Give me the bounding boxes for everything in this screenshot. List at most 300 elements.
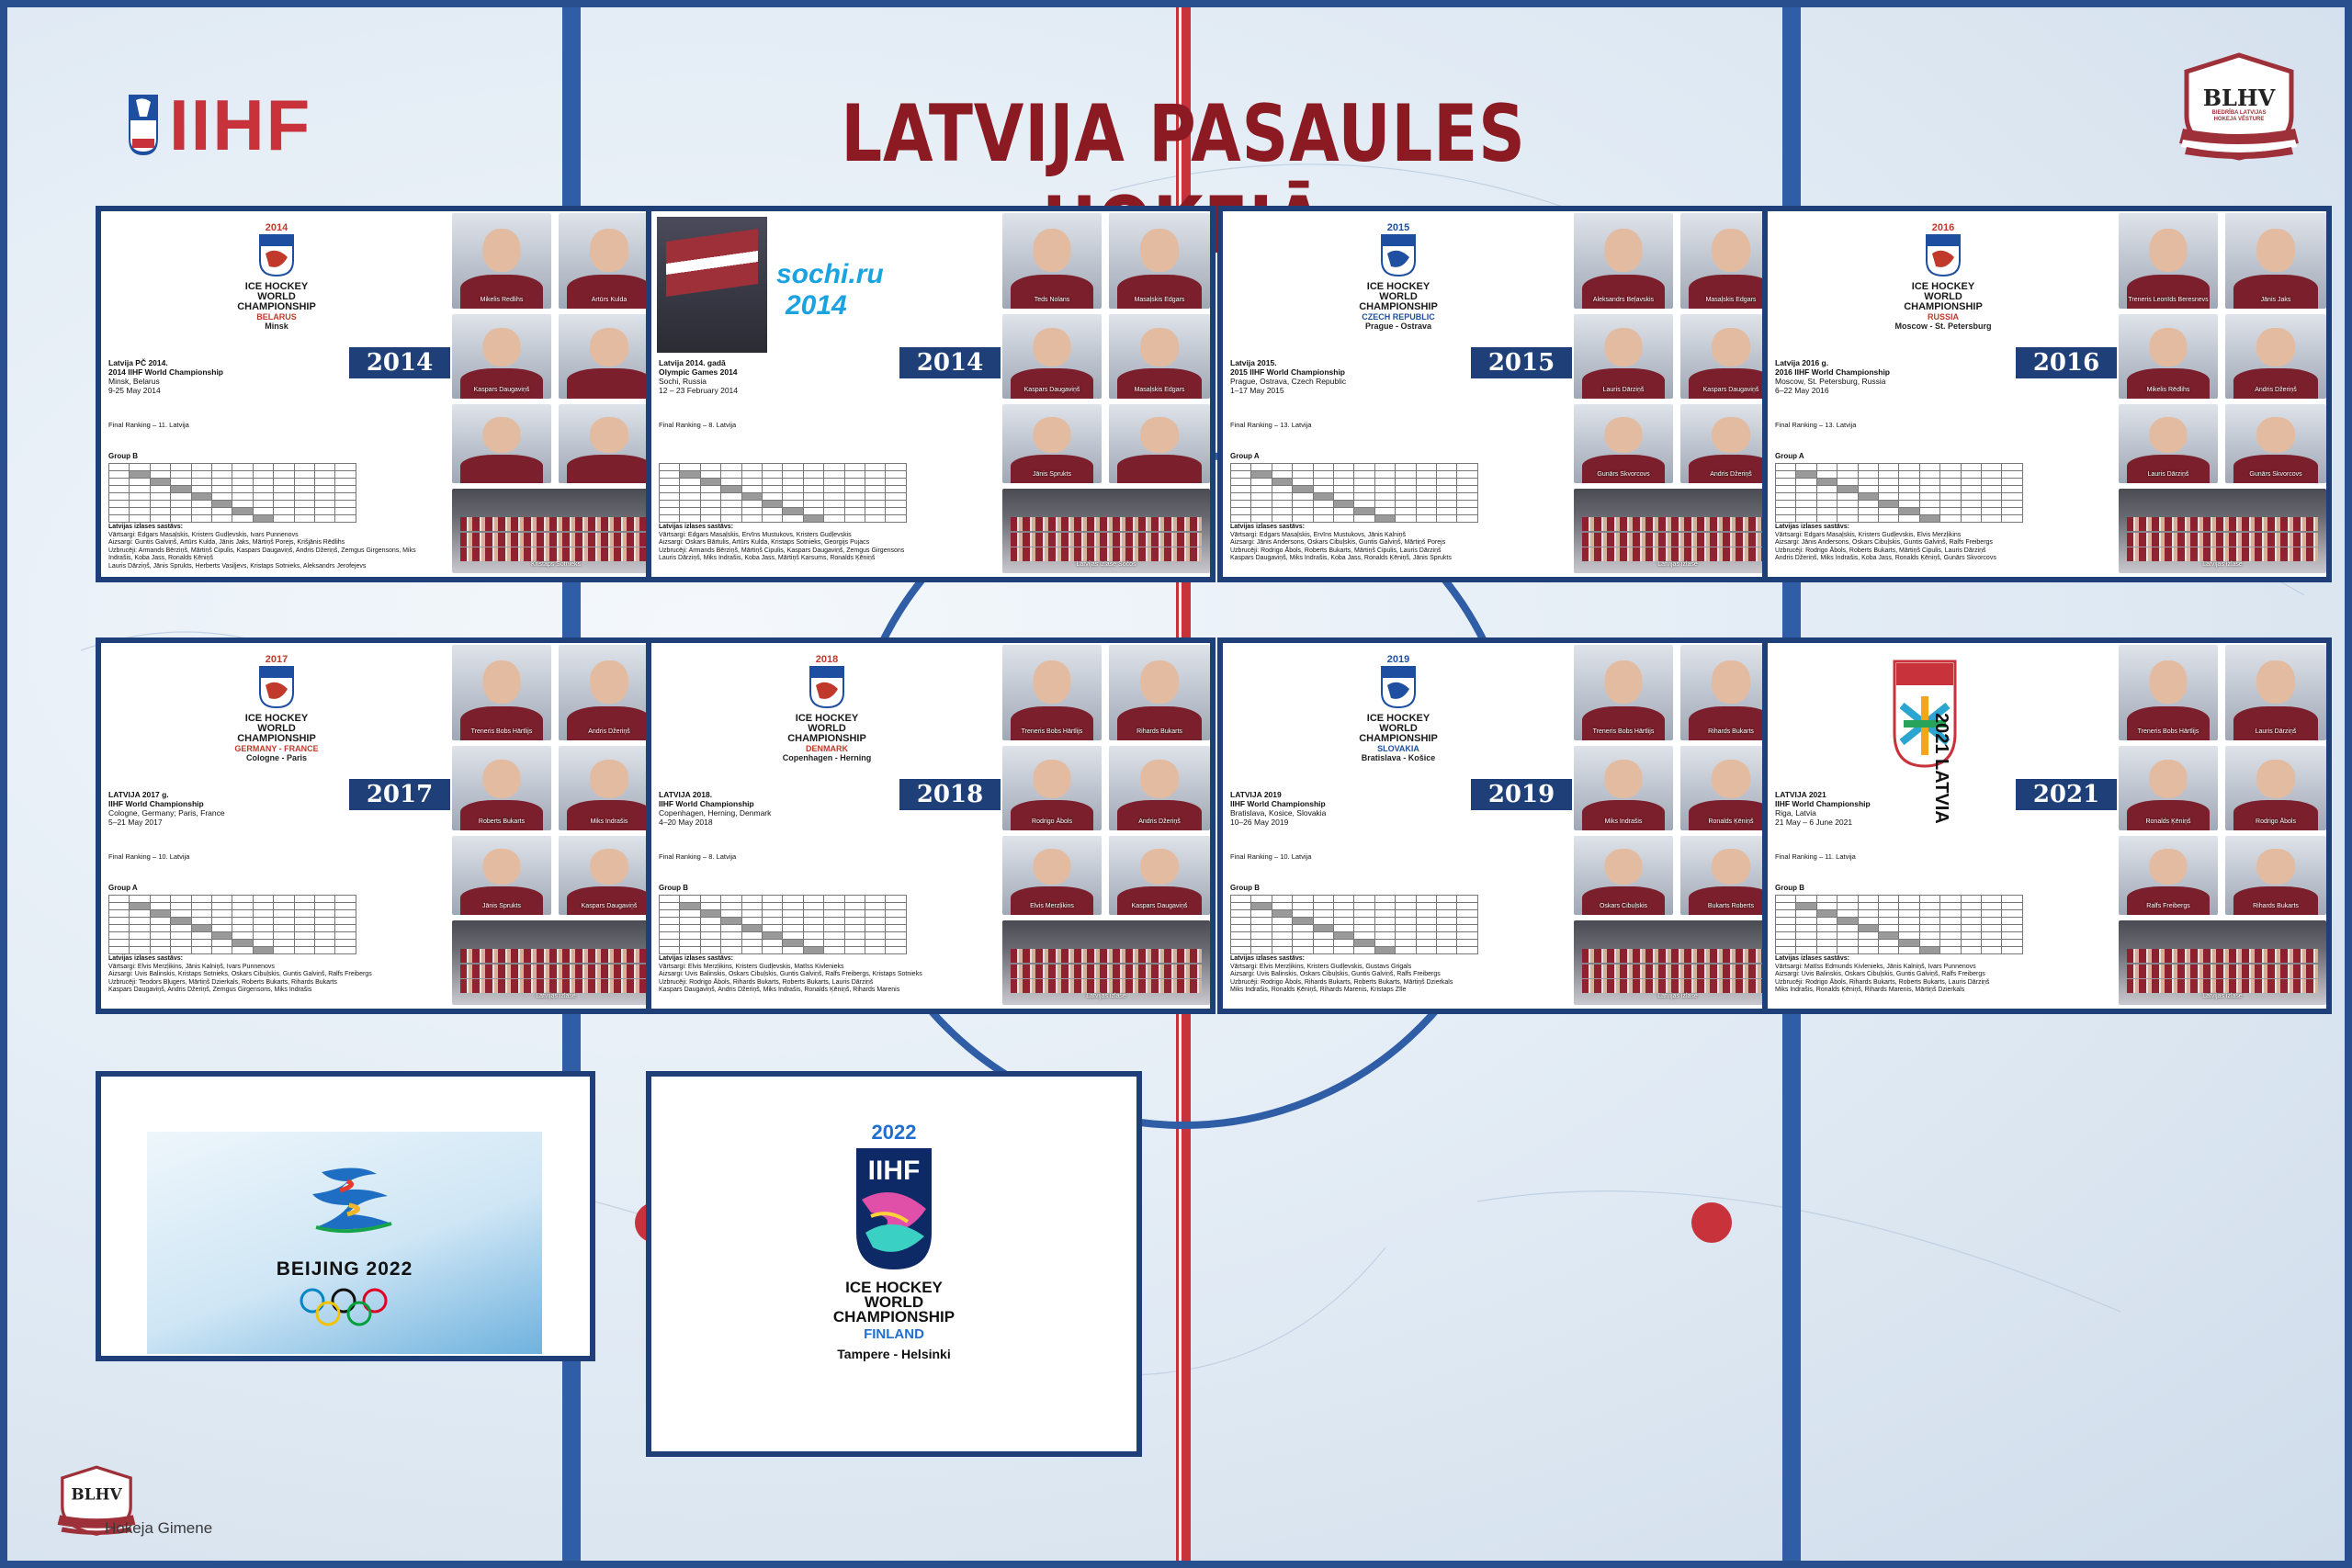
standings-cell — [1982, 918, 2002, 925]
standings-cell — [1313, 471, 1333, 479]
player-caption: Jānis Sprukts — [481, 903, 522, 909]
standings-cell — [294, 486, 314, 493]
standings-cell — [1961, 896, 1981, 903]
standings-cell — [109, 508, 130, 515]
standings-cell — [1354, 479, 1374, 486]
standings-cell — [232, 508, 253, 515]
standings-cell — [1919, 918, 1939, 925]
season-panel-3 — [1217, 206, 1787, 582]
beijing-text: BEIJING 2022 — [276, 1258, 413, 1280]
event-info — [659, 358, 888, 395]
player-face — [1033, 328, 1070, 367]
standings-cell — [1816, 501, 1837, 508]
standings-row — [109, 910, 356, 918]
standings-cell — [1858, 515, 1878, 523]
standings-cell — [1457, 940, 1478, 947]
standings-cell — [109, 896, 130, 903]
standings-cell — [1416, 515, 1436, 523]
standings-cell — [844, 896, 865, 903]
player-jersey — [1011, 706, 1094, 740]
standings-cell — [1816, 515, 1837, 523]
standings-cell — [1293, 903, 1313, 910]
standings-cell — [1899, 896, 1919, 903]
standings-cell — [1231, 471, 1251, 479]
standings-cell — [1940, 918, 1961, 925]
standings-cell — [680, 486, 700, 493]
player-face — [590, 660, 628, 705]
player-caption: Rodrigo Ābols — [1032, 818, 1072, 825]
standings-cell — [274, 947, 294, 954]
team-photo — [2119, 489, 2326, 573]
blhv-logo — [2176, 51, 2302, 162]
standings-cell — [886, 486, 907, 493]
standings-cell — [1334, 508, 1354, 515]
standings-cell — [232, 932, 253, 940]
standings-cell — [1313, 508, 1333, 515]
standings-cell — [315, 925, 335, 932]
sochi-logo-top: sochi.ru — [776, 259, 884, 289]
player-photo — [1109, 836, 1210, 915]
team-photo-caption: Kristaps Sotnieks — [530, 561, 582, 568]
standings-cell — [1437, 896, 1457, 903]
event-info — [1775, 790, 2005, 827]
standings-cell — [274, 486, 294, 493]
standings-cell — [1879, 471, 1899, 479]
standings-cell — [232, 947, 253, 954]
standings-cell — [191, 515, 211, 523]
standings-cell — [171, 479, 191, 486]
event-info-line: Bratislava, Kosice, Slovakia — [1230, 808, 1327, 818]
standings-cell — [1334, 940, 1354, 947]
standings-cell — [1437, 464, 1457, 471]
standings-cell — [171, 925, 191, 932]
standings-cell — [865, 471, 886, 479]
standings-cell — [294, 515, 314, 523]
roster-line: Aizsargi: Guntis Galviņš, Artūrs Kulda, Jānis Jaks, Mārtiņš Porejs, Krišjānis Rēdlihs — [108, 539, 345, 546]
standings-cell — [1374, 910, 1395, 918]
standings-cell — [315, 479, 335, 486]
standings-cell — [1776, 508, 1796, 515]
team-row — [1011, 964, 1202, 978]
player-jersey — [2127, 886, 2211, 915]
standings-cell — [721, 493, 741, 501]
standings-cell — [1961, 464, 1981, 471]
standings-cell — [1796, 479, 1816, 486]
standings-cell — [1396, 501, 1416, 508]
standings-cell — [1919, 903, 1939, 910]
standings-cell — [171, 515, 191, 523]
standings-cell — [274, 903, 294, 910]
standings-cell — [1940, 947, 1961, 954]
standings-cell — [660, 947, 680, 954]
standings-cell — [130, 910, 150, 918]
player-face — [1033, 417, 1070, 454]
event-info-line: IIHF World Championship — [1230, 799, 1326, 808]
standings-cell — [803, 479, 823, 486]
standings-cell — [1374, 932, 1395, 940]
standings-cell — [783, 486, 803, 493]
standings-cell — [700, 479, 720, 486]
year-tab: 2014 — [349, 347, 450, 378]
player-face — [2149, 660, 2187, 705]
standings-cell — [660, 910, 680, 918]
standings-cell — [763, 464, 783, 471]
player-face — [1140, 417, 1179, 454]
event-info-line: LATVIJA 2018. — [659, 790, 713, 799]
standings-cell — [1354, 464, 1374, 471]
roster-line: Aizsargi: Oskars Bārtulis, Artūrs Kulda, Kristaps Sotnieks, Georgijs Pujacs — [659, 539, 870, 546]
standings-cell — [1231, 508, 1251, 515]
standings-row — [660, 515, 907, 523]
event-info-line: Minsk, Belarus — [108, 377, 160, 386]
standings-cell — [1838, 910, 1858, 918]
player-face — [2256, 760, 2295, 798]
event-info-line: LATVIJA 2021 — [1775, 790, 1826, 799]
standings-cell — [1251, 910, 1272, 918]
standings-cell — [294, 896, 314, 903]
standings-cell — [150, 903, 170, 910]
standings-cell — [1899, 940, 1919, 947]
standings-cell — [1838, 493, 1858, 501]
standings-cell — [1231, 947, 1251, 954]
standings-cell — [1313, 932, 1333, 940]
standings-cell — [335, 903, 356, 910]
player-jersey — [1689, 368, 1773, 399]
standings-cell — [1313, 515, 1333, 523]
player-photo — [559, 645, 660, 740]
standings-cell — [803, 515, 823, 523]
standings-cell — [865, 903, 886, 910]
standings-cell — [109, 486, 130, 493]
standings-row — [109, 918, 356, 925]
standings-cell — [1437, 932, 1457, 940]
standings-row — [660, 947, 907, 954]
standings-cell — [803, 471, 823, 479]
player-photo — [1002, 213, 1102, 309]
standings-cell — [232, 501, 253, 508]
player-caption: Lauris Dārziņš — [1602, 387, 1645, 393]
standings-cell — [783, 464, 803, 471]
standings-cell — [1437, 910, 1457, 918]
standings-cell — [1416, 508, 1436, 515]
player-caption: Kaspars Daugaviņš — [473, 387, 530, 393]
event-info-line: 4–20 May 2018 — [659, 818, 713, 827]
standings-cell — [1982, 464, 2002, 471]
player-jersey — [2127, 800, 2211, 830]
standings-cell — [1437, 508, 1457, 515]
roster-line: Vārtsargi: Edgars Masaļskis, Ervīns Mustukovs, Jānis Kalniņš — [1230, 531, 1407, 538]
player-jersey — [460, 706, 544, 740]
standings-cell — [1457, 464, 1478, 471]
standings-cell — [1416, 925, 1436, 932]
standings-cell — [274, 501, 294, 508]
iihf-event-shield-icon — [1925, 233, 1962, 277]
standings-cell — [721, 501, 741, 508]
player-face — [1604, 660, 1642, 705]
standings-cell — [1899, 903, 1919, 910]
roster-line: Uzbrucēji: Rodrigo Ābols, Roberts Bukarts, Mārtiņš Cipulis, Lauris Dārziņš — [1775, 547, 1986, 554]
standings-cell — [1879, 932, 1899, 940]
standings-cell — [2002, 493, 2023, 501]
standings-cell — [763, 903, 783, 910]
standings-cell — [1437, 947, 1457, 954]
standings-cell — [232, 910, 253, 918]
standings-cell — [212, 493, 232, 501]
standings-cell — [1899, 918, 1919, 925]
standings-cell — [1776, 464, 1796, 471]
standings-cell — [1899, 486, 1919, 493]
standings-cell — [721, 508, 741, 515]
standings-cell — [1940, 471, 1961, 479]
standings-cell — [1396, 925, 1416, 932]
player-caption: Masaļskis Edgars — [1705, 297, 1757, 303]
team-row — [2127, 547, 2318, 561]
standings-cell — [274, 940, 294, 947]
standings-row — [109, 932, 356, 940]
standings-cell — [763, 925, 783, 932]
year-tab: 2017 — [349, 779, 450, 810]
standings-row — [660, 940, 907, 947]
standings-cell — [721, 932, 741, 940]
standings-cell — [763, 896, 783, 903]
player-jersey — [2233, 800, 2318, 830]
iihf-event-shield-icon — [1380, 233, 1417, 277]
player-face — [2149, 760, 2187, 798]
player-jersey — [460, 275, 544, 309]
standings-row — [660, 918, 907, 925]
standings-cell — [212, 479, 232, 486]
player-caption: Elvis Merzļikins — [1030, 903, 1074, 909]
standings-cell — [2002, 910, 2023, 918]
standings-cell — [865, 918, 886, 925]
standings-row — [109, 486, 356, 493]
standings-cell — [1354, 903, 1374, 910]
standings-cell — [274, 515, 294, 523]
standings-cell — [680, 918, 700, 925]
standings-cell — [680, 493, 700, 501]
player-photo — [559, 314, 660, 399]
standings-cell — [1961, 918, 1981, 925]
blhv-subtitle: BIEDRĪBA LATVIJAS HOKEJA VĒSTURE — [2211, 110, 2267, 122]
group-label: Group B — [1230, 884, 1260, 892]
standings-row — [1776, 471, 2023, 479]
standings-cell — [1919, 947, 1939, 954]
player-face — [482, 229, 520, 273]
final-ranking: Final Ranking – 11. Latvija — [108, 421, 189, 429]
player-caption: Mikelis Redlihs — [480, 297, 524, 303]
team-photo — [1002, 920, 1210, 1005]
player-photo — [1109, 404, 1210, 483]
standings-cell — [315, 515, 335, 523]
event-info-line: LATVIJA 2017 g. — [108, 790, 169, 799]
standings-row — [109, 493, 356, 501]
standings-cell — [1940, 940, 1961, 947]
finland-title — [651, 1280, 1136, 1325]
player-face — [2256, 328, 2295, 367]
standings-cell — [1334, 932, 1354, 940]
standings-cell — [130, 486, 150, 493]
standings-cell — [1293, 471, 1313, 479]
event-logo-city: Prague - Ostrava — [1364, 321, 1432, 331]
event-logo-country: SLOVAKIA — [1377, 744, 1419, 753]
standings-cell — [1858, 508, 1878, 515]
standings-cell — [294, 903, 314, 910]
standings-cell — [1961, 501, 1981, 508]
standings-cell — [1816, 471, 1837, 479]
standings-cell — [294, 947, 314, 954]
standings-cell — [130, 947, 150, 954]
standings-cell — [1313, 896, 1333, 903]
standings-cell — [844, 493, 865, 501]
team-photo — [1002, 489, 1210, 573]
standings-cell — [232, 903, 253, 910]
standings-cell — [1354, 501, 1374, 508]
standings-cell — [1293, 501, 1313, 508]
standings-cell — [1858, 910, 1878, 918]
standings-cell — [1293, 508, 1313, 515]
event-info-line: 6–22 May 2016 — [1775, 386, 1829, 395]
standings-cell — [1796, 896, 1816, 903]
standings-cell — [1437, 918, 1457, 925]
standings-cell — [803, 903, 823, 910]
standings-cell — [1838, 896, 1858, 903]
team-photo — [452, 920, 660, 1005]
standings-cell — [660, 515, 680, 523]
standings-cell — [700, 903, 720, 910]
standings-row — [660, 501, 907, 508]
standings-cell — [1776, 918, 1796, 925]
standings-cell — [1961, 515, 1981, 523]
standings-cell — [1457, 910, 1478, 918]
standings-cell — [315, 471, 335, 479]
roster-heading: Latvijas izlases sastāvs: — [1230, 955, 1305, 962]
event-info-line: IIHF World Championship — [1775, 799, 1871, 808]
standings-cell — [1816, 947, 1837, 954]
standings-cell — [1251, 932, 1272, 940]
team-row — [2127, 533, 2318, 547]
standings-cell — [824, 932, 844, 940]
event-logo-title: ICE HOCKEY WORLD CHAMPIONSHIP — [1359, 713, 1438, 744]
player-jersey — [1117, 706, 1202, 740]
player-photo — [2119, 213, 2218, 309]
standings-cell — [253, 515, 273, 523]
standings-cell — [1879, 947, 1899, 954]
player-jersey — [460, 886, 544, 915]
standings-cell — [109, 940, 130, 947]
player-caption: Gunārs Skvorcovs — [2249, 471, 2302, 478]
player-face — [2256, 417, 2295, 454]
team-row — [2127, 517, 2318, 531]
standings-cell — [1293, 932, 1313, 940]
player-jersey — [2127, 455, 2211, 483]
player-photo — [559, 746, 660, 830]
standings-cell — [1858, 486, 1878, 493]
team-row — [1582, 979, 1773, 993]
standings-cell — [1940, 903, 1961, 910]
standings-cell — [253, 940, 273, 947]
standings-cell — [1858, 464, 1878, 471]
standings-cell — [212, 918, 232, 925]
standings-cell — [294, 501, 314, 508]
standings-cell — [1396, 471, 1416, 479]
standings-cell — [212, 903, 232, 910]
standings-cell — [2002, 486, 2023, 493]
standings-cell — [1272, 486, 1292, 493]
standings-cell — [1396, 515, 1416, 523]
standings-cell — [1437, 925, 1457, 932]
standings-cell — [803, 493, 823, 501]
event-logo-country: GERMANY - FRANCE — [234, 744, 319, 753]
standings-cell — [232, 918, 253, 925]
standings-cell — [1313, 501, 1333, 508]
player-face — [1712, 328, 1750, 367]
standings-cell — [1231, 486, 1251, 493]
standings-cell — [680, 940, 700, 947]
standings-cell — [315, 501, 335, 508]
standings-cell — [1457, 486, 1478, 493]
standings-cell — [803, 896, 823, 903]
standings-cell — [886, 493, 907, 501]
standings-cell — [1313, 940, 1333, 947]
standings-cell — [1838, 903, 1858, 910]
player-caption: Rodrigo Ābols — [2256, 818, 2296, 825]
standings-cell — [212, 932, 232, 940]
standings-cell — [680, 947, 700, 954]
standings-cell — [294, 508, 314, 515]
standings-row — [109, 508, 356, 515]
standings-cell — [294, 493, 314, 501]
event-info — [108, 358, 338, 395]
group-label: Group A — [1775, 452, 1804, 460]
standings-cell — [294, 471, 314, 479]
standings-cell — [1313, 486, 1333, 493]
standings-cell — [824, 515, 844, 523]
player-face — [590, 849, 628, 886]
standings-cell — [1334, 486, 1354, 493]
roster — [1775, 524, 2106, 563]
roster — [659, 524, 989, 563]
player-caption: Rihards Bukarts — [2253, 903, 2299, 909]
standings-cell — [171, 493, 191, 501]
standings-row — [1776, 925, 2023, 932]
standings-cell — [680, 479, 700, 486]
standings-cell — [109, 464, 130, 471]
standings-cell — [700, 910, 720, 918]
player-caption: Rihards Bukarts — [1708, 728, 1754, 735]
standings-cell — [1982, 947, 2002, 954]
standings-cell — [1961, 493, 1981, 501]
standings-cell — [1776, 501, 1796, 508]
roster — [1230, 524, 1561, 563]
standings-cell — [1251, 940, 1272, 947]
event-logo-title: ICE HOCKEY WORLD CHAMPIONSHIP — [1359, 281, 1438, 312]
event-logo-year: 2017 — [265, 654, 288, 665]
player-face — [482, 328, 520, 367]
standings-cell — [1293, 486, 1313, 493]
standings-cell — [763, 486, 783, 493]
standings-cell — [150, 479, 170, 486]
standings-cell — [171, 940, 191, 947]
standings-cell — [1354, 910, 1374, 918]
standings-cell — [844, 932, 865, 940]
photo-collage — [452, 645, 660, 1005]
standings-cell — [721, 925, 741, 932]
standings-cell — [1251, 918, 1272, 925]
standings-cell — [1354, 493, 1374, 501]
event-logo-country: CZECH REPUBLIC — [1362, 312, 1435, 321]
team-row — [2127, 964, 2318, 978]
standings-cell — [191, 486, 211, 493]
